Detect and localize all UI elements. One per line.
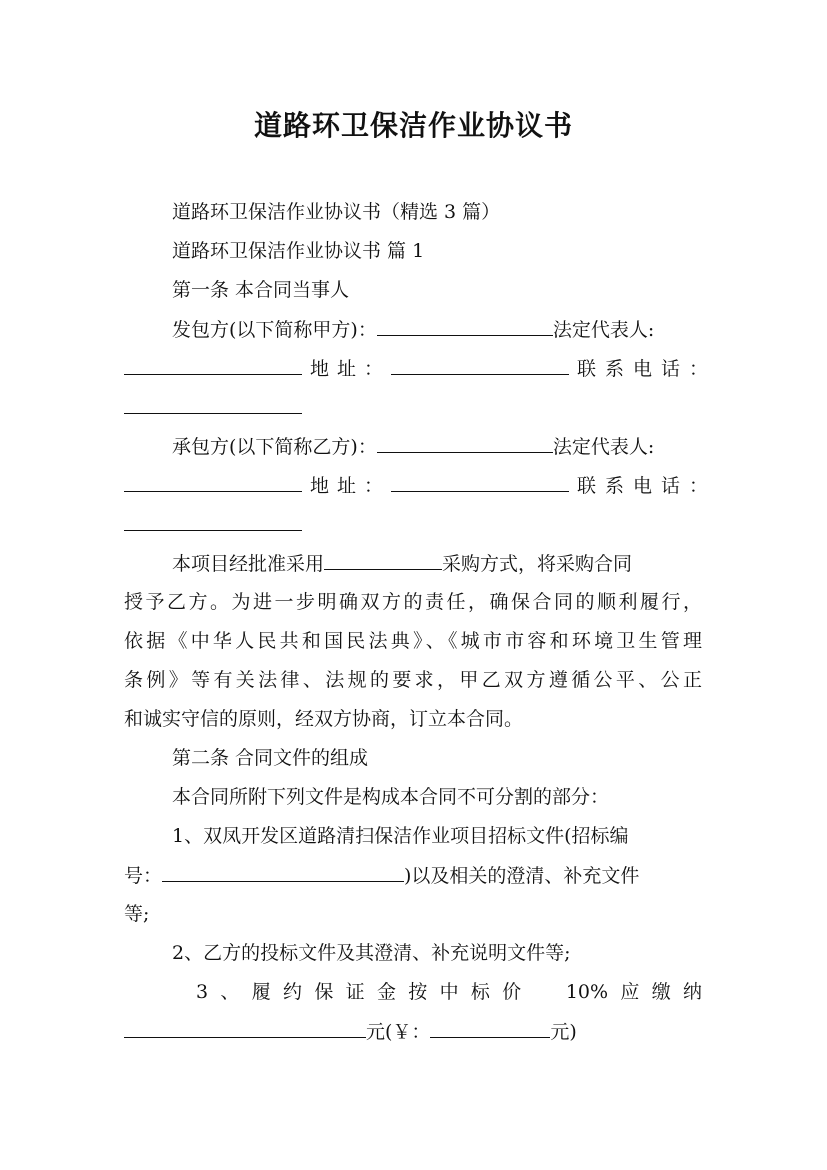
party-a-line — [124, 317, 750, 342]
tender-number-blank — [162, 863, 404, 882]
item-3-line-1: 3、履约保证金按中标价 10%应缴纳 — [196, 981, 702, 1003]
party-b-address-label: 地址： — [310, 475, 392, 497]
item-3-line-2 — [124, 1019, 702, 1044]
item-1-line-2-end: )以及相关的澄清、补充文件 — [404, 865, 640, 887]
para1-line-3: 依据《中华人民共和国民法典》、《城市市容和环境卫生管理 — [124, 630, 702, 652]
party-b-line — [124, 434, 750, 459]
party-a-rep-blank — [124, 356, 302, 375]
item-3-yuan-label: 元(￥： — [366, 1021, 431, 1043]
article-2-intro: 本合同所附下列文件是构成本合同不可分割的部分： — [172, 786, 610, 808]
party-b-phone-blank — [124, 512, 302, 531]
party-b-phone-line — [124, 512, 702, 537]
deposit-figure-blank — [430, 1019, 550, 1038]
para1-line-2: 授予乙方。为进一步明确双方的责任，确保合同的顺利履行， — [124, 591, 702, 613]
subtitle-line: 道路环卫保洁作业协议书（精选 3 篇） — [172, 201, 501, 223]
para1-start: 本项目经批准采用 — [172, 553, 325, 575]
item-3-yuan-end: 元) — [550, 1021, 577, 1043]
party-a-name-blank — [377, 317, 553, 336]
party-b-contact-line — [124, 473, 718, 498]
party-a-contact-line — [124, 356, 718, 381]
para1-line-1 — [124, 551, 750, 576]
deposit-amount-blank — [124, 1019, 366, 1038]
party-b-phone-label: 联系电话： — [577, 475, 718, 497]
party-a-phone-blank — [124, 395, 302, 414]
item-1-line-1: 1、双凤开发区道路清扫保洁作业项目招标文件(招标编 — [172, 825, 629, 847]
para1-end: 采购方式，将采购合同 — [442, 553, 633, 575]
para1-line-4: 条例》等有关法律、法规的要求，甲乙双方遵循公平、公正 — [124, 669, 702, 691]
party-a-label: 发包方(以下简称甲方)： — [172, 319, 377, 341]
item-1-number-label: 号： — [124, 865, 163, 887]
item-1-line-3: 等; — [124, 903, 150, 925]
party-a-rep-label: 法定代表人: — [552, 319, 655, 341]
party-b-rep-blank — [124, 473, 302, 492]
party-b-rep-label: 法定代表人: — [552, 436, 655, 458]
party-b-name-blank — [377, 434, 553, 453]
document-title: 道路环卫保洁作业协议书 — [253, 109, 573, 142]
article-2-heading: 第二条 合同文件的组成 — [172, 747, 369, 769]
party-a-phone-label: 联系电话： — [577, 358, 718, 380]
chapter-line: 道路环卫保洁作业协议书 篇 1 — [172, 240, 425, 262]
party-b-label: 承包方(以下简称乙方)： — [172, 436, 377, 458]
para1-line-5: 和诚实守信的原则，经双方协商，订立本合同。 — [124, 708, 524, 730]
party-a-phone-line — [124, 395, 702, 420]
party-b-address-blank — [391, 473, 569, 492]
party-a-address-blank — [391, 356, 569, 375]
party-a-address-label: 地址： — [310, 358, 392, 380]
procurement-method-blank — [324, 551, 442, 570]
item-2-line: 2、乙方的投标文件及其澄清、补充说明文件等; — [172, 942, 571, 964]
article-1-heading: 第一条 本合同当事人 — [172, 279, 350, 301]
item-1-line-2 — [124, 863, 702, 888]
